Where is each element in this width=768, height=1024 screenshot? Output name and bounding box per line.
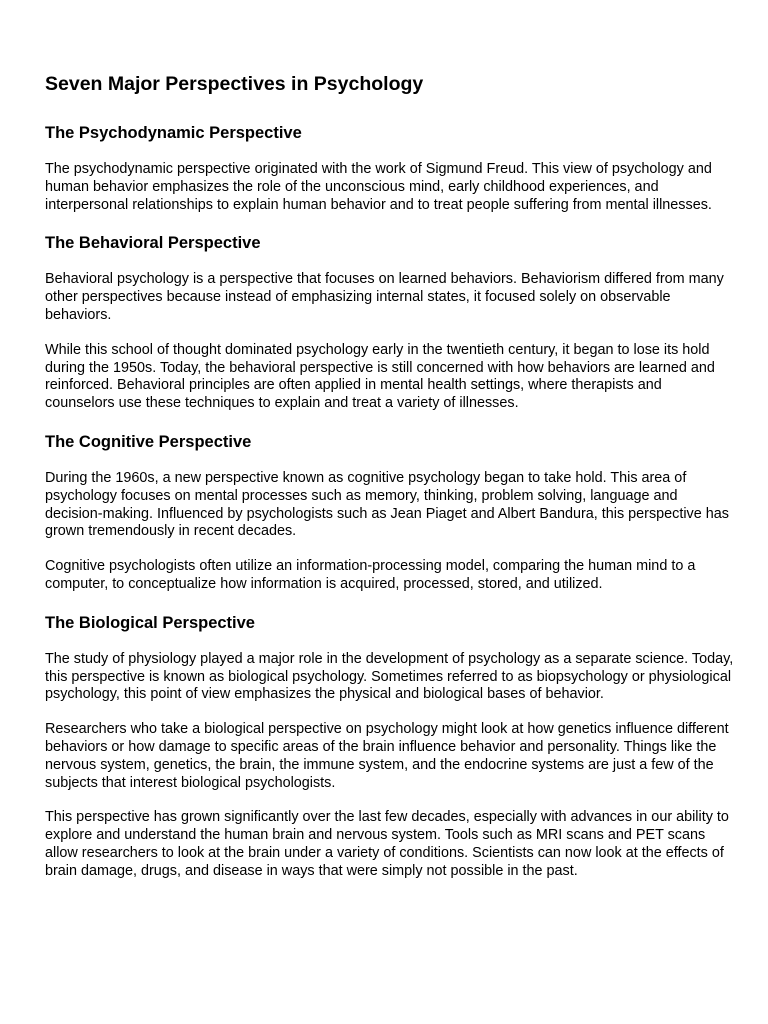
section-behavioral <box>45 232 735 413</box>
section-biological <box>45 612 735 881</box>
section-heading: The Behavioral Perspective <box>45 234 261 253</box>
paragraph: This perspective has grown significantly over the last few decades, especially with advances in our ability to explore and understand the human brain and nervous system. Tools such as MRI scans and PET scans allow researchers to look at the brain under a variety of conditions. Scientists can now look at the effects of brain damage, drugs, and disease in ways that were simply not possible in the past. <box>45 809 729 879</box>
paragraph: Behavioral psychology is a perspective that focuses on learned behaviors. Behaviorism differed from many other perspectives because instead of emphasizing internal states, it focused solely on observable behaviors. <box>45 271 724 323</box>
paragraph: While this school of thought dominated psychology early in the twentieth century, it began to lose its hold during the 1950s. Today, the behavioral perspective is still concerned with how behaviors are learned and reinforced. Behavioral principles are often applied in mental health settings, where therapists and counselors use these techniques to explain and treat a variety of illnesses. <box>45 341 715 412</box>
paragraph: The study of physiology played a major role in the development of psychology as a separate science. Today, this perspective is known as biological psychology. Sometimes referred to as biopsychology or physiological psychology, this point of view emphasizes the physical and biological bases of behavior. <box>45 650 734 703</box>
paragraph: Researchers who take a biological perspective on psychology might look at how genetics influence different behaviors or how damage to specific areas of the brain influence behavior and personality. Things like the nervous system, genetics, the brain, the immune system, and the endocrine systems are just a few of the subjects that interest biological psychologists. <box>45 721 729 791</box>
paragraph: The psychodynamic perspective originated with the work of Sigmund Freud. This view of psychology and human behavior emphasizes the role of the unconscious mind, early childhood experiences, and interpersonal relationships to explain human behavior and to treat people suffering from mental illnesses. <box>45 161 712 213</box>
document-page <box>45 72 735 899</box>
document-title: Seven Major Perspectives in Psychology <box>45 73 424 95</box>
paragraph: During the 1960s, a new perspective known as cognitive psychology began to take hold. This area of psychology focuses on mental processes such as memory, thinking, problem solving, language and decision-making. Influenced by psychologists such as Jean Piaget and Albert Bandura, this perspective has grown tremendously in recent decades. <box>45 469 729 540</box>
section-psychodynamic <box>45 122 735 214</box>
section-cognitive <box>45 431 735 594</box>
section-heading: The Biological Perspective <box>45 613 255 632</box>
section-heading: The Psychodynamic Perspective <box>45 124 302 142</box>
section-heading: The Cognitive Perspective <box>45 432 252 451</box>
paragraph: Cognitive psychologists often utilize an information-processing model, comparing the human mind to a computer, to conceptualize how information is acquired, processed, stored, and utilized. <box>45 558 696 592</box>
